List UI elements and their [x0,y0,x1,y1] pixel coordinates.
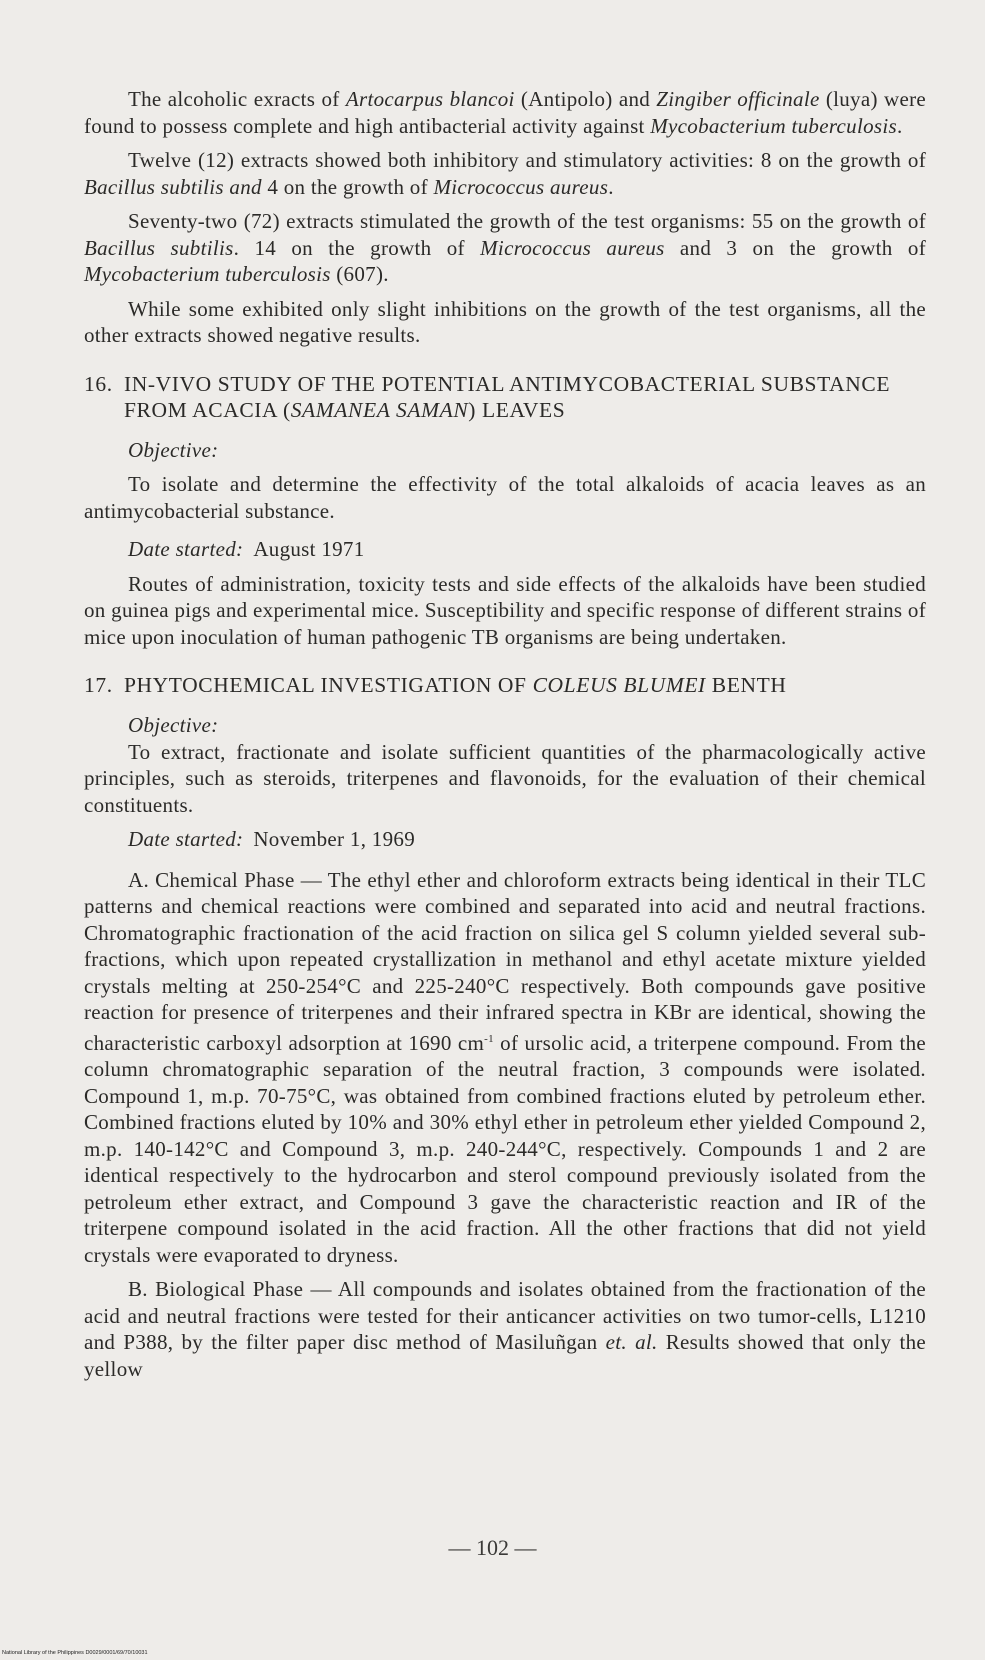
section-17-objective-label: Objective: [128,713,219,737]
intro-paragraph-3: Seventy-two (72) extracts stimulated the growth of the test organisms: 55 on the growth of Bacillus subtilis. 14 on the growth of Micrococcus aureus and 3 on the growth of Mycobacterium tuberculosis (607). [84,209,926,286]
section-16-objective-label: Objective: [128,437,219,462]
section-17-number: 17. [84,673,113,697]
page-number: — 102 — [448,1535,537,1560]
scan-credit: National Library of the Philippines D0029/0001/69/70/10031 [2,1650,148,1656]
section-17-title: PHYTOCHEMICAL INVESTIGATION OF COLEUS BLUMEI BENTH [124,673,787,697]
section-17-heading [84,672,926,698]
intro-paragraph-4: While some exhibited only slight inhibitions on the growth of the test organisms, all the other extracts showed negative results. [84,296,926,347]
section-16-objective-text: To isolate and determine the effectivity of the total alkaloids of acacia leaves as an antimycobacterial substance. [84,472,926,523]
section-17-date-started: Date started: November 1, 1969 [128,827,415,851]
chemical-phase-paragraph: A. Chemical Phase — The ethyl ether and chloroform extracts being identical in their TLC patterns and chemical reactions were combined and separated into acid and neutral fractions. Chromatographic fractionation of the acid fraction on silica gel S column yielded several sub-fractions, which upon repeated crystallization in methanol and ethyl acetate mixture yielded crystals melting at 250-254°C and 225-240°C respectively. Both compounds gave positive reaction for presence of triterpenes and their infrared spectra in KBr are identical, showing the characteristic carboxyl adsorption at 1690 $cm^{-1}$ of ursolic acid, a triterpene compound. From the column chromatographic separation of the neutral fraction, 3 compounds were isolated. Compound 1, m.p. 70-75°C, was obtained from combined fractions eluted by petroleum ether. Combined fractions eluted by 10% and 30% ethyl ether in petroleum ether yielded Compound 2, m.p. 140-142°C and Compound 3, m.p. 240-244°C, respectively. Compounds 1 and 2 are identical respectively to the hydrocarbon and sterol compound previously isolated from the petroleum ether extract, and Compound 3 gave the characteristic reaction and IR of the triterpene compound isolated in the acid fraction. All the other fractions that did not yield crystals were evaporated to dryness. [84,867,926,1267]
intro-paragraph-1: The alcoholic exracts of Artocarpus blancoi (Antipolo) and Zingiber officinale (luya) were found to possess complete and high antibacterial activity against Mycobacterium tuberculosis. [84,87,927,138]
section-16-title: IN-VIVO STUDY OF THE POTENTIAL ANTIMYCOBACTERIAL SUBSTANCE FROM ACACIA (SAMANEA SAMAN) LEAVES [124,371,891,422]
section-16-body: Routes of administration, toxicity tests and side effects of the alkaloids have been studied on guinea pigs and experimental mice. Susceptibility and specific response of different strains of mice upon inoculation of human pathogenic TB organisms are being undertaken. [84,571,926,649]
intro-paragraph-2: Twelve (12) extracts showed both inhibitory and stimulatory activities: 8 on the growth of Bacillus subtilis and 4 on the growth of Micrococcus aureus. [84,148,926,199]
section-17-objective-text: To extract, fractionate and isolate sufficient quantities of the pharmacologically active principles, such as steroids, triterpenes and flavonoids, for the evaluation of their chemical constituents. [84,739,926,817]
biological-phase-paragraph: B. Biological Phase — All compounds and isolates obtained from the fractionation of the acid and neutral fractions were tested for their anticancer activities on two tumor-cells, L1210 and P388, by the filter paper disc method of Masiluñgan et. al. Results showed that only the yellow [84,1277,927,1381]
section-16-heading [84,371,926,423]
section-16-number: 16. [84,371,113,396]
page-body [84,86,926,1382]
section-16-date-started: Date started: August 1971 [128,537,365,561]
